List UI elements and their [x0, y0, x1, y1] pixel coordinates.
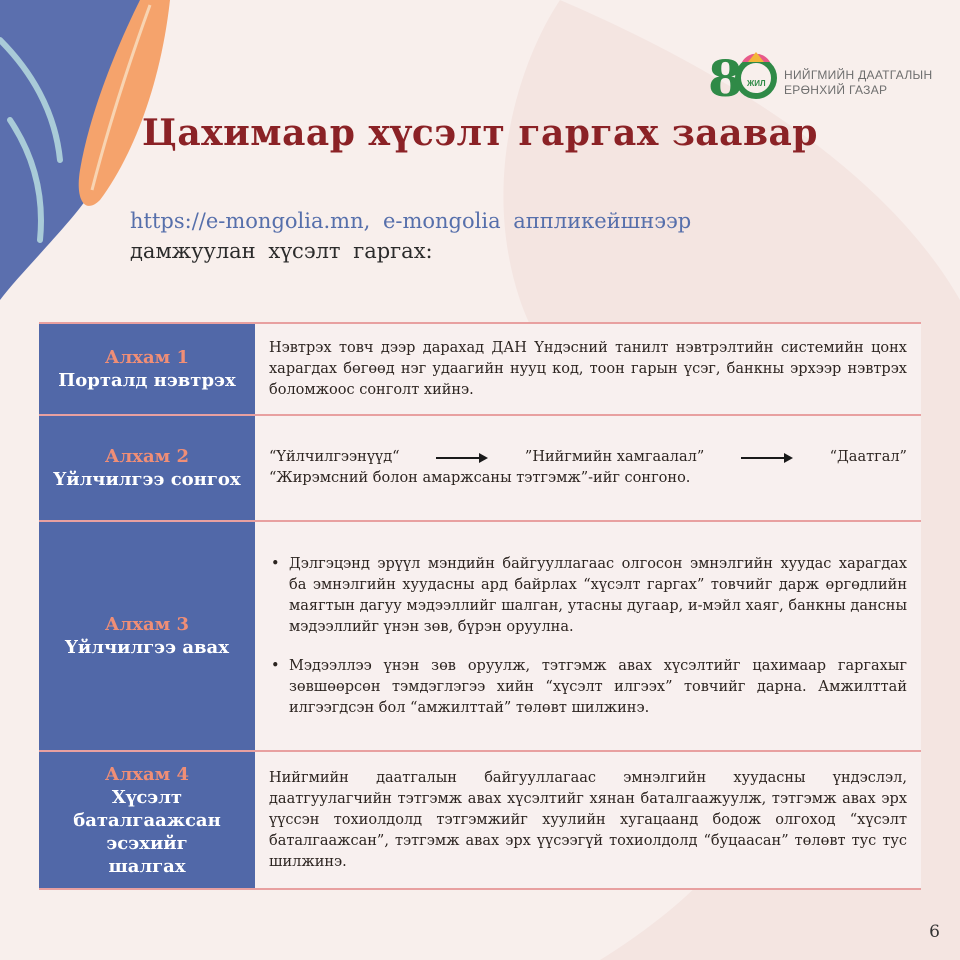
- intro-rest: дамжуулан хүсэлт гаргах:: [130, 239, 433, 263]
- anniversary-80-icon: [706, 44, 780, 104]
- step-row-2: [39, 415, 921, 521]
- arrow-right-icon: [741, 453, 793, 463]
- step-row-1: [39, 323, 921, 415]
- instruction-list: [269, 554, 907, 719]
- step-name: Үйлчилгээ сонгох: [53, 469, 241, 490]
- path-item-social-protection: ”Нийгмийн хамгаалал”: [524, 449, 705, 465]
- organization-logo: [706, 44, 946, 104]
- list-item: • Мэдээллээ үнэн зөв оруулж, тэтгэмж авах хүсэлтийг цахимаар гаргахыг зөвшөөрсөн тэмдэглэгээ хийн “хүсэлт илгээх” товчийг дарна. Амжилттай илгээгдсэн бол “амжилттай” төлөвт шилжинэ.: [289, 656, 907, 719]
- step-number: Алхам 2: [104, 446, 190, 467]
- step-label-3: [39, 521, 255, 751]
- step-row-3: [39, 521, 921, 751]
- svg-text:8: 8: [708, 49, 743, 104]
- intro-link[interactable]: https://e-mongolia.mn, e-mongolia аппликейшнээр: [130, 209, 692, 233]
- page-number: 6: [929, 922, 940, 942]
- organization-name-line2: ЕРӨНХИЙ ГАЗАР: [784, 83, 888, 97]
- svg-text:ЖИЛ: ЖИЛ: [747, 79, 766, 88]
- navigation-path: [269, 447, 907, 468]
- step-name: Хүсэлт баталгаажсан эсэхийг шалгах: [73, 786, 221, 877]
- step-name: Порталд нэвтрэх: [58, 370, 236, 391]
- list-item: • Дэлгэцэнд эрүүл мэндийн байгууллагаас олгосон эмнэлгийн хуудас харагдах ба эмнэлгийн хуудасны ард байрлах “хүсэлт гаргах” товчийг дарж өргөдлийн маягтын дагуу мэдээллийг шалган, утасны дугаар, и-мэйл хаяг, банкны дансны мэдээллийг үнэн зөв, бүрэн оруулна.: [289, 554, 907, 638]
- organization-name-line1: НИЙГМИЙН ДААТГАЛЫН: [784, 68, 933, 82]
- step-name: Үйлчилгээ авах: [65, 637, 229, 658]
- step-label-2: [39, 415, 255, 521]
- arrow-right-icon: [436, 453, 488, 463]
- step-number: Алхам 3: [104, 614, 190, 635]
- step-description-2-rest: “Жирэмсний болон амаржсаны тэтгэмж”-ийг сонгоно.: [269, 470, 691, 486]
- step-description-3: [255, 521, 921, 751]
- path-item-services: “Үйлчилгээнүүд“: [269, 449, 400, 465]
- path-item-insurance: “Даатгал”: [829, 449, 907, 465]
- step-label-4: [39, 751, 255, 889]
- step-label-1: [39, 323, 255, 415]
- step-description-1: Нэвтрэх товч дээр дарахад ДАН Үндэсний танилт нэвтрэлтийн системийн цонх харагдах бөгөөд нэг удаагийн нууц код, тоон гарын үсэг, банкны эрхээр нэвтрэх боломжоос сонголт хийнэ.: [255, 323, 921, 415]
- page-title: Цахимаар хүсэлт гаргах заавар: [142, 112, 818, 154]
- steps-table: [39, 322, 921, 890]
- step-description-2: [255, 415, 921, 521]
- step-number: Алхам 1: [104, 347, 190, 368]
- step-number: Алхам 4: [104, 763, 190, 785]
- organization-name: [784, 68, 932, 98]
- step-row-4: [39, 751, 921, 889]
- step-description-4: Нийгмийн даатгалын байгууллагаас эмнэлгийн хуудасны үндэслэл, даатгуулагчийн тэтгэмж авах хүсэлтийг хянан баталгаажуулж, тэтгэмж авах эрх үүссэн тохиолдолд тэтгэмжийг хуулийн хугацаанд бодож олгоход “хүсэлт баталгаажсан”, тэтгэмж авах эрх үүсээгүй тохиолдолд “буцаасан” төлөвт тус тус шилжинэ.: [255, 751, 921, 889]
- intro-text: [130, 206, 691, 266]
